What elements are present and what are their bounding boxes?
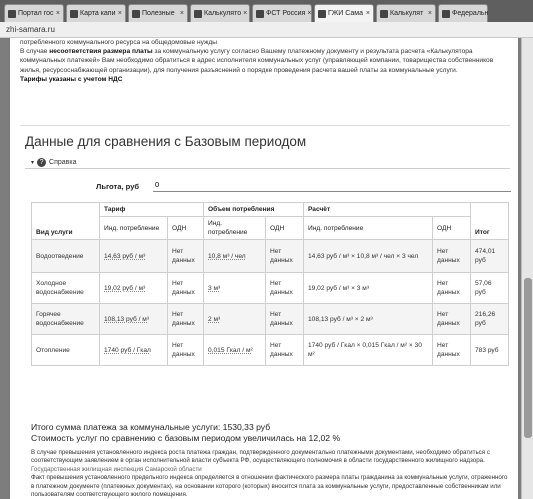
table-row: [32, 335, 509, 366]
page-scrollbar[interactable]: [521, 38, 533, 499]
close-tab-icon[interactable]: ×: [307, 10, 312, 17]
address-bar[interactable]: [0, 22, 533, 38]
col-total: Итог: [471, 203, 509, 240]
close-tab-icon[interactable]: ×: [427, 10, 432, 17]
browser-tab-bar: [0, 0, 533, 22]
cell-volume-ind[interactable]: 2 м³: [204, 304, 266, 335]
close-tab-icon[interactable]: ×: [117, 10, 122, 17]
site-icon: [132, 10, 140, 18]
table-row: [32, 273, 509, 304]
scrollbar-thumb[interactable]: [524, 278, 532, 438]
cell-total: 57,06 руб: [471, 273, 509, 304]
cell-calc-ind: 14,63 руб / м³ × 10,8 м³ / чел × 3 чел: [304, 240, 433, 273]
notice-tariff-note: Тарифы указаны с учетом НДС: [20, 75, 123, 83]
help-icon: ?: [37, 158, 46, 167]
site-icon: [442, 10, 450, 18]
cell-service: Отопление: [32, 335, 100, 366]
cell-volume-odn: Нет данных: [266, 335, 304, 366]
col-tariff-ind: Инд. потребление: [100, 217, 168, 240]
cell-tariff-ind[interactable]: 14,63 руб / м³: [100, 240, 168, 273]
group-calc: Расчёт: [304, 203, 471, 217]
cell-tariff-ind[interactable]: 1740 руб / Гкал: [100, 335, 168, 366]
close-tab-icon[interactable]: ×: [365, 10, 370, 17]
cell-service: Горячее водоснабжение: [32, 304, 100, 335]
cell-calc-odn: Нет данных: [433, 273, 471, 304]
browser-tab[interactable]: Калькулято ×: [190, 4, 250, 22]
col-volume-ind: Инд. потребление: [204, 217, 266, 240]
lgota-input[interactable]: [153, 178, 511, 192]
col-calc-odn: ОДН: [433, 217, 471, 240]
divider: [25, 168, 510, 169]
browser-tab[interactable]: ФСТ Россия ×: [252, 4, 312, 22]
table-row: [32, 240, 509, 273]
browser-tab[interactable]: Калькулят ×: [376, 4, 436, 22]
cell-volume-odn: Нет данных: [266, 240, 304, 273]
cell-service: Холодное водоснабжение: [32, 273, 100, 304]
cell-calc-odn: Нет данных: [433, 240, 471, 273]
close-tab-icon[interactable]: ×: [243, 10, 248, 17]
address-text: zhi-samara.ru: [6, 25, 55, 34]
cell-calc-ind: 19,02 руб / м³ × 3 м³: [304, 273, 433, 304]
cell-volume-ind[interactable]: 0,015 Гкал / м²: [204, 335, 266, 366]
content-card: [10, 38, 518, 499]
cell-volume-odn: Нет данных: [266, 273, 304, 304]
group-tariff: Тариф: [100, 203, 204, 217]
help-label: Справка: [49, 159, 77, 166]
group-volume: Объем потребления: [204, 203, 304, 217]
cell-total: 474,01 руб: [471, 240, 509, 273]
lgota-label: Льгота, руб: [96, 182, 140, 191]
site-icon: [256, 10, 264, 18]
col-calc-ind: Инд. потребление: [304, 217, 433, 240]
cell-volume-ind[interactable]: 3 м³: [204, 273, 266, 304]
cell-tariff-odn: Нет данных: [168, 304, 204, 335]
site-icon: [318, 10, 326, 18]
cell-volume-odn: Нет данных: [266, 304, 304, 335]
site-icon: [70, 10, 78, 18]
help-toggle[interactable]: [31, 158, 76, 167]
cell-calc-odn: Нет данных: [433, 335, 471, 366]
close-tab-icon[interactable]: ×: [179, 10, 184, 17]
site-icon: [194, 10, 202, 18]
browser-tab[interactable]: Полезные ×: [128, 4, 188, 22]
browser-tab[interactable]: Федеральн: [438, 4, 488, 22]
cell-tariff-odn: Нет данных: [168, 273, 204, 304]
site-icon: [8, 10, 16, 18]
cell-volume-ind[interactable]: 10,8 м³ / чел: [204, 240, 266, 273]
cell-calc-odn: Нет данных: [433, 304, 471, 335]
col-service: Вид услуги: [32, 203, 100, 240]
cell-total: 216,26 руб: [471, 304, 509, 335]
footnote-paragraph: Факт превышения установленного предельного индекса определяется в отношении фактического размера платы гражданина за коммунальные услуги, отраженного в платежном документе (платежных документах), на основании которого (которых) вносится плата за коммунальные услуги, предоставленные собственникам или пользователям соответствующего жилого помещения.: [31, 474, 508, 499]
browser-tab[interactable]: Портал гос ×: [4, 4, 64, 22]
cell-total: 783 руб: [471, 335, 509, 366]
total-sum: Итого сумма платежа за коммунальные услуги: 1530,33 руб: [31, 422, 271, 432]
cell-tariff-ind[interactable]: 19,02 руб / м³: [100, 273, 168, 304]
footnote: [31, 449, 509, 499]
cell-tariff-ind[interactable]: 108,13 руб / м³: [100, 304, 168, 335]
col-volume-odn: ОДН: [266, 217, 304, 240]
cell-tariff-odn: Нет данных: [168, 240, 204, 273]
browser-tab-active[interactable]: ГЖИ Сама ×: [314, 4, 374, 22]
notice-emphasis: несоответствия размера платы: [49, 48, 153, 56]
notice-paragraph: В случае несоответствия размера платы за коммунальную услугу согласно Вашему платежному документу и результата расчета «Калькулятора коммунальных платежей» Вам необходимо обратиться в адрес исполнителя коммунальных услуг (управляющей компании, товарищества собственников жилья, ресурсоснабжающей организации), для получения разъяснений о порядке проведения расчета вашей платы за коммунальные услуги.: [20, 48, 494, 74]
footnote-paragraph: В случае превышения установленного индекса роста платежа граждан, подтвержденного документально платежными документами, необходимо обратиться с соответствующим заявлением в орган исполнительной власти субъекта РФ, осуществляющего полномочия в области государственного жилищного надзора.: [31, 449, 490, 465]
cell-calc-ind: 1740 руб / Гкал × 0,015 Гкал / м² × 30 м²: [304, 335, 433, 366]
notice-block: [20, 38, 510, 126]
cell-tariff-odn: Нет данных: [168, 335, 204, 366]
total-change: Стоимость услуг по сравнению с базовым периодом увеличилась на 12,02 %: [31, 433, 341, 443]
calculation-table: [31, 202, 509, 366]
section-title: Данные для сравнения с Базовым периодом: [25, 134, 307, 149]
table-row: [32, 304, 509, 335]
page-viewport: [0, 38, 533, 499]
browser-tab[interactable]: Карта капи ×: [66, 4, 126, 22]
site-icon: [380, 10, 388, 18]
cell-calc-ind: 108,13 руб / м³ × 2 м³: [304, 304, 433, 335]
notice-line: потребленного коммунального ресурса на общедомовые нужды: [20, 39, 218, 46]
cell-service: Водоотведение: [32, 240, 100, 273]
chevron-down-icon: ▾: [31, 160, 35, 166]
col-tariff-odn: ОДН: [168, 217, 204, 240]
inspection-name: Государственная жилищная инспекция Самарской области: [31, 465, 202, 473]
close-tab-icon[interactable]: ×: [55, 10, 60, 17]
